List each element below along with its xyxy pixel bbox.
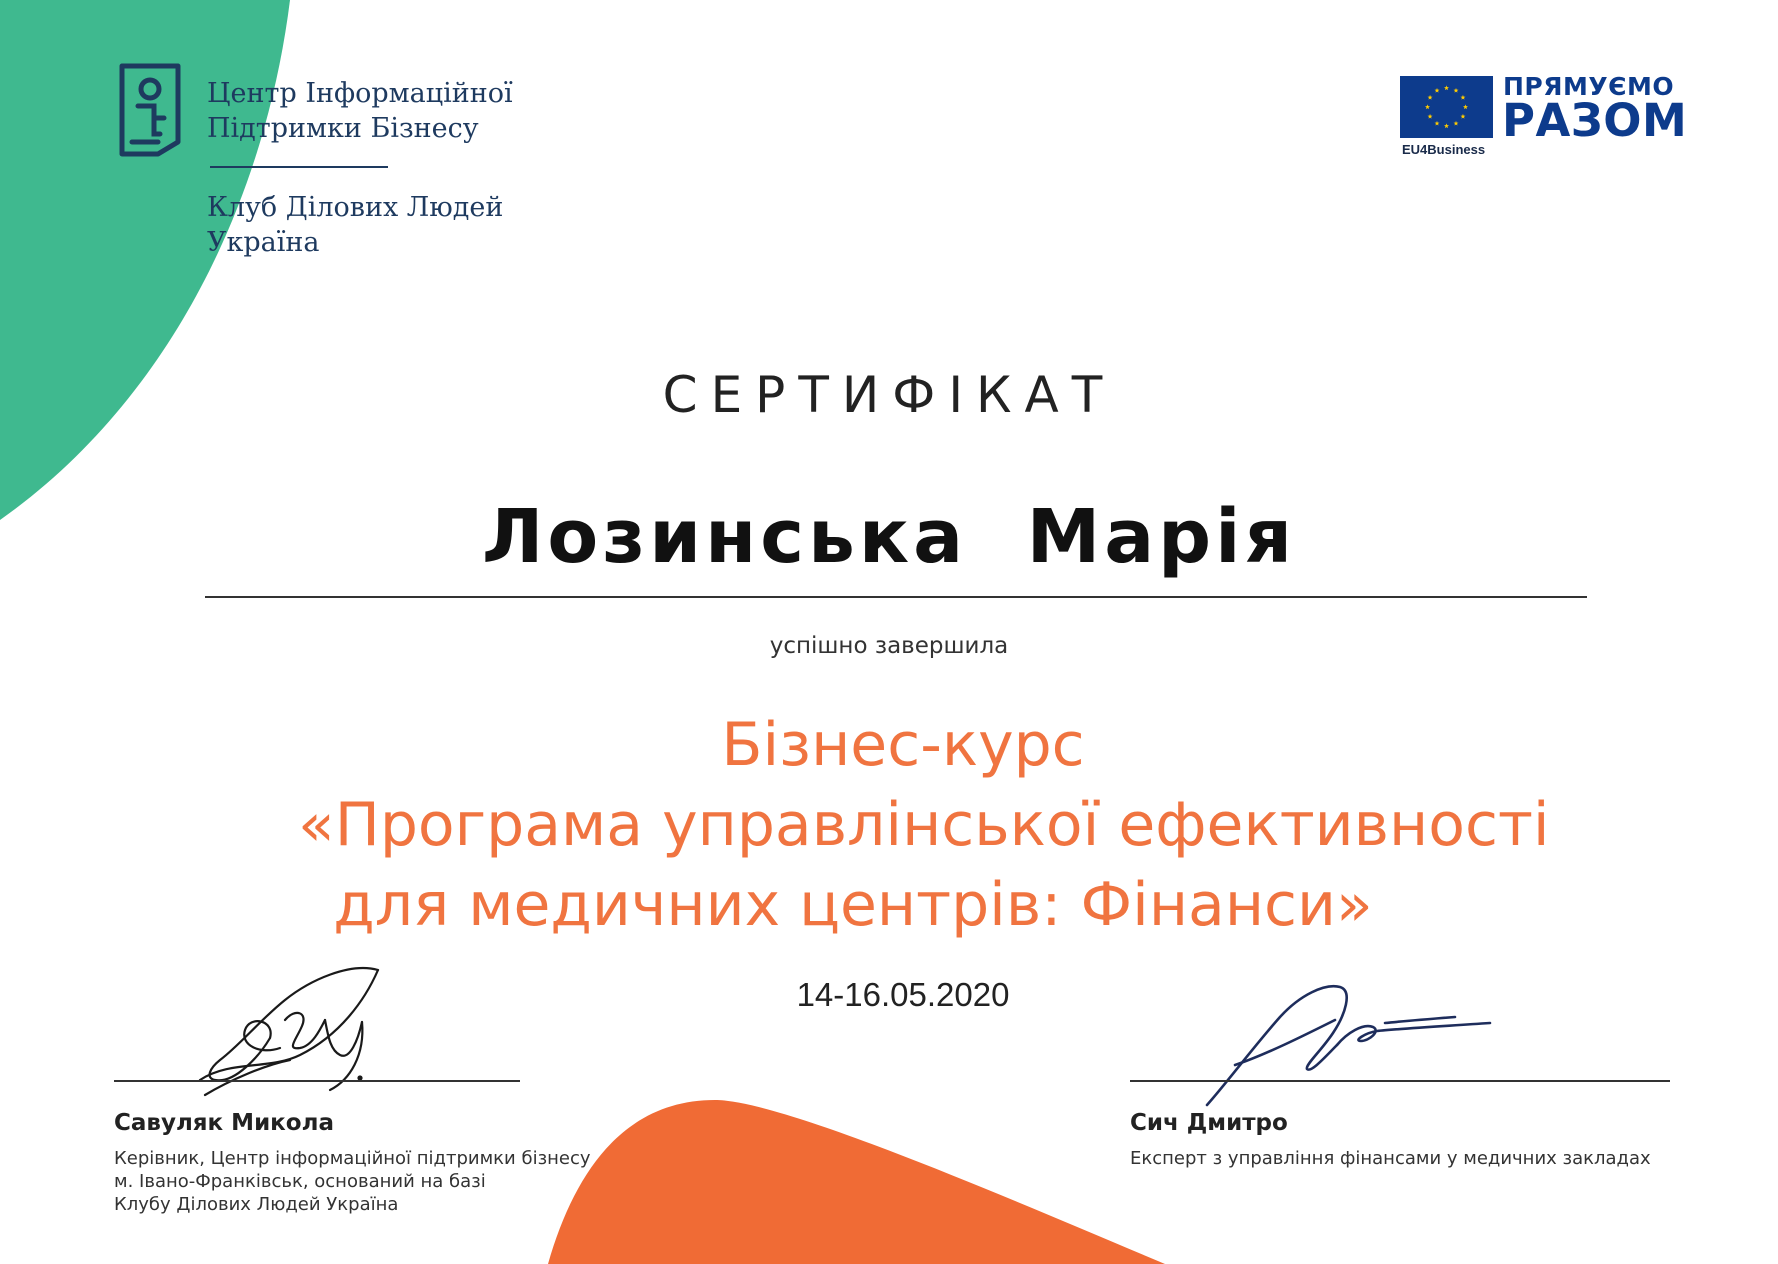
signature-right: [1195, 975, 1495, 1110]
signatory-role: Керівник, Центр інформаційної підтримки бізнесу м. Івано-Франківськ, оснований на базі Клубу Ділових Людей Україна: [114, 1148, 591, 1215]
eu4business-caption: EU4Business: [1402, 142, 1486, 157]
course-title-line: Бізнес-курс: [721, 710, 1085, 780]
eu-star-icon: [1428, 114, 1433, 119]
eu-star-icon: [1435, 88, 1440, 93]
eu-star-icon: [1460, 114, 1465, 119]
eu-slogan-line2: РАЗОМ: [1502, 94, 1688, 147]
eu-star-icon: [1444, 85, 1449, 90]
completion-text: успішно завершила: [769, 633, 1009, 659]
orange-wave-shape: [548, 1100, 1165, 1264]
course-title: [258, 705, 1548, 945]
org-name-block: [207, 76, 513, 146]
signature-left: [190, 960, 390, 1105]
recipient-underline: [205, 596, 1587, 598]
eu-star-icon: [1454, 88, 1459, 93]
org-divider: [210, 166, 388, 168]
signature-line-right: [1130, 1080, 1670, 1082]
eu-star-icon: [1444, 123, 1449, 128]
eu-star-icon: [1460, 95, 1465, 100]
info-person-icon: [118, 62, 182, 158]
eu-star-icon: [1435, 121, 1440, 126]
course-title-line: «Програма управлінської ефективності: [298, 790, 1550, 860]
org-name: Центр Інформаційної Підтримки Бізнесу: [207, 78, 513, 144]
signatory-name: Сич Дмитро: [1130, 1110, 1288, 1136]
eu-star-icon: [1428, 95, 1433, 100]
eu-star-icon: [1454, 121, 1459, 126]
eu-slogan-line1: ПРЯМУЄМО: [1503, 72, 1675, 101]
eu-flag-icon: [1400, 76, 1493, 138]
certificate-title: СЕРТИФІКАТ: [662, 366, 1116, 424]
course-dates: 14-16.05.2020: [796, 976, 1010, 1013]
signature-line-left: [114, 1080, 520, 1082]
club-name: Клуб Ділових Людей Україна: [207, 192, 504, 258]
course-title-line: для медичних центрів: Фінанси»: [333, 870, 1373, 940]
signatory-name: Савуляк Микола: [114, 1110, 334, 1136]
recipient-name: Лозинська Марія: [481, 494, 1297, 580]
signatory-role: Експерт з управління фінансами у медичних закладах: [1130, 1148, 1651, 1169]
eu-star-icon: [1463, 104, 1468, 109]
eu-star-icon: [1425, 104, 1430, 109]
